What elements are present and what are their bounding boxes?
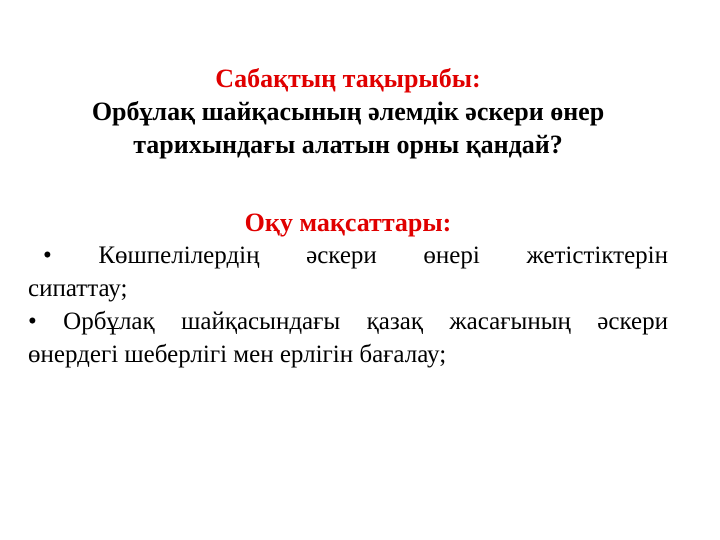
objective-bullet-2-line-2: өнердегі шеберлігі мен ерлігін бағалау; (28, 341, 447, 368)
lesson-topic-question-line-1: Орбұлақ шайқасының әлемдік әскери өнер (91, 97, 605, 126)
objective-bullet-1-line-2: сипаттау; (28, 275, 128, 302)
slide-text-block (0, 62, 720, 371)
objective-bullet-1-line-1: • Көшпелілердің әскери өнері жетістіктерін (43, 242, 668, 269)
lesson-topic-heading: Сабақтың тақырыбы: (215, 64, 481, 93)
objective-bullet-2-line-1: • Орбұлақ шайқасындағы қазақ жасағының әскери (28, 308, 668, 335)
objectives-heading: Оқу мақсаттары: (244, 208, 452, 237)
lesson-topic-question-line-2: тарихындағы алатын орны қандай? (133, 130, 563, 159)
